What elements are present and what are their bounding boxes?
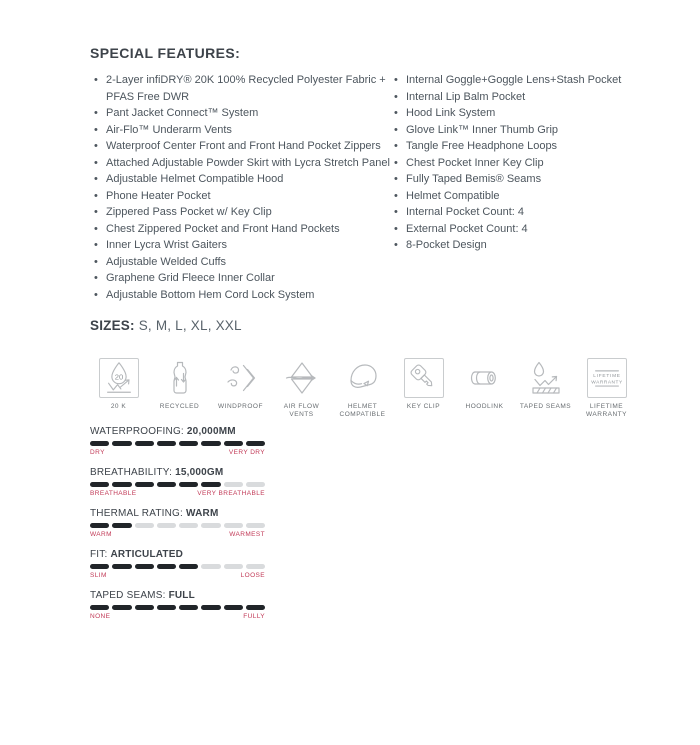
special-features-title: SPECIAL FEATURES: bbox=[90, 45, 241, 61]
feature-icon-label: WINDPROOF bbox=[218, 403, 263, 410]
rating-bar-segment bbox=[179, 441, 198, 446]
rating-bar-segment bbox=[246, 482, 265, 487]
bullet-icon: • bbox=[94, 107, 98, 119]
rating-label: WATERPROOFING: bbox=[90, 426, 184, 437]
helmet-compatible-icon bbox=[343, 358, 383, 398]
feature-list-item bbox=[90, 204, 390, 221]
rating-bar-ends bbox=[90, 613, 265, 620]
rating-label: TAPED SEAMS: bbox=[90, 590, 166, 601]
feature-icon-cell bbox=[210, 358, 271, 419]
feature-icon-label: HELMET COMPATIBLE bbox=[339, 403, 386, 418]
bullet-icon: • bbox=[94, 272, 98, 284]
feature-text: Fully Taped Bemis® Seams bbox=[406, 173, 542, 185]
rating-max-label: FULLY bbox=[243, 613, 265, 620]
feature-text: Internal Pocket Count: 4 bbox=[406, 206, 525, 218]
feature-text: Chest Pocket Inner Key Clip bbox=[406, 156, 544, 169]
rating-max-label: WARMEST bbox=[229, 531, 265, 538]
bullet-icon: • bbox=[94, 173, 98, 185]
rating-bar-segment bbox=[224, 523, 243, 528]
recycled-icon bbox=[160, 358, 200, 398]
feature-text: External Pocket Count: 4 bbox=[406, 222, 528, 235]
lifetime-warranty-icon bbox=[587, 358, 627, 398]
feature-list-item bbox=[90, 237, 390, 254]
rating-bar-segment bbox=[90, 605, 109, 610]
feature-list-item bbox=[90, 138, 390, 155]
feature-text: Waterproof Center Front and Front Hand Pocket Zippers bbox=[106, 140, 381, 152]
feature-icon-label: KEY CLIP bbox=[406, 403, 441, 410]
rating-bar-segment bbox=[201, 605, 220, 610]
rating-bar-segment bbox=[112, 523, 131, 528]
rating-bar-segment bbox=[179, 482, 198, 487]
feature-text: Chest Zippered Pocket and Front Hand Pockets bbox=[106, 222, 340, 235]
rating-bar-segment bbox=[135, 605, 154, 610]
feature-list-item bbox=[90, 188, 390, 205]
special-features-columns bbox=[90, 72, 631, 303]
feature-list-item bbox=[90, 171, 390, 188]
rating-title bbox=[90, 426, 265, 437]
bullet-icon: • bbox=[394, 173, 398, 185]
feature-text: Pant Jacket Connect™ System bbox=[106, 107, 259, 119]
rating-max-label: LOOSE bbox=[240, 572, 265, 579]
bullet-icon: • bbox=[94, 222, 98, 235]
rating-min-label: DRY bbox=[90, 449, 105, 456]
feature-icon-label: 20 K bbox=[110, 403, 127, 410]
bullet-icon: • bbox=[394, 189, 398, 202]
rating-value: 20,000MM bbox=[186, 426, 236, 437]
rating-bar-segment bbox=[135, 523, 154, 528]
feature-list-item bbox=[90, 221, 390, 238]
rating-bar-segment bbox=[201, 441, 220, 446]
feature-list-item bbox=[390, 122, 631, 139]
rating-bar-ends bbox=[90, 572, 265, 579]
rating-bar-segment bbox=[157, 605, 176, 610]
feature-list-item bbox=[90, 122, 390, 139]
feature-icon-cell bbox=[88, 358, 149, 419]
taped-seams-icon bbox=[526, 358, 566, 398]
feature-list-item bbox=[90, 254, 390, 271]
bullet-icon: • bbox=[394, 107, 398, 119]
rating-label: THERMAL RATING: bbox=[90, 508, 184, 519]
rating-min-label: WARM bbox=[90, 531, 112, 538]
rating-section bbox=[90, 549, 265, 579]
feature-list-item bbox=[390, 188, 631, 205]
rating-section bbox=[90, 590, 265, 620]
feature-list-item bbox=[90, 72, 390, 105]
feature-text: Phone Heater Pocket bbox=[106, 189, 211, 202]
rating-title bbox=[90, 549, 265, 560]
special-features-list-right bbox=[390, 72, 631, 303]
bullet-icon: • bbox=[394, 206, 398, 218]
rating-min-label: NONE bbox=[90, 613, 111, 620]
feature-text: Internal Goggle+Goggle Lens+Stash Pocket bbox=[406, 74, 622, 86]
feature-list-item bbox=[90, 155, 390, 172]
feature-icon-label: LIFETIME WARRANTY bbox=[586, 403, 627, 418]
svg-text:20: 20 bbox=[114, 372, 123, 382]
bullet-icon: • bbox=[94, 189, 98, 202]
rating-bar-segment bbox=[90, 441, 109, 446]
rating-bar-segment bbox=[201, 523, 220, 528]
rating-bar bbox=[90, 564, 265, 569]
feature-list-item bbox=[90, 105, 390, 122]
product-details-page bbox=[90, 45, 631, 620]
feature-text: Adjustable Bottom Hem Cord Lock System bbox=[106, 288, 315, 301]
feature-list-item bbox=[390, 138, 631, 155]
rating-label: BREATHABILITY: bbox=[90, 467, 173, 478]
rating-bar-segment bbox=[201, 482, 220, 487]
rating-value: 15,000GM bbox=[175, 467, 224, 478]
sizes-label: SIZES: bbox=[90, 318, 135, 333]
feature-list-item bbox=[390, 171, 631, 188]
rating-bar-segment bbox=[201, 564, 220, 569]
bullet-icon: • bbox=[94, 74, 98, 86]
rating-bar-segment bbox=[224, 605, 243, 610]
waterproof-20k-icon bbox=[99, 358, 139, 398]
bullet-icon: • bbox=[394, 156, 398, 169]
rating-bar-ends bbox=[90, 449, 265, 456]
rating-bar-segment bbox=[157, 564, 176, 569]
rating-section bbox=[90, 426, 265, 456]
feature-icon-cell bbox=[271, 358, 332, 419]
rating-bar-segment bbox=[135, 441, 154, 446]
rating-bar bbox=[90, 523, 265, 528]
rating-bar-segment bbox=[90, 564, 109, 569]
svg-text:WARRANTY: WARRANTY bbox=[590, 380, 623, 386]
rating-bar-segment bbox=[157, 482, 176, 487]
rating-bar-segment bbox=[135, 564, 154, 569]
rating-bar-segment bbox=[90, 523, 109, 528]
rating-bar-segment bbox=[246, 564, 265, 569]
feature-list-item bbox=[390, 72, 631, 89]
special-features-list-left bbox=[90, 72, 390, 303]
rating-min-label: BREATHABLE bbox=[90, 490, 137, 497]
feature-text: 2-Layer infiDRY® 20K 100% Recycled Polyester Fabric + PFAS Free DWR bbox=[106, 74, 386, 103]
feature-icon-label: AIR FLOW VENTS bbox=[283, 403, 320, 418]
feature-text: Graphene Grid Fleece Inner Collar bbox=[106, 272, 275, 284]
rating-bar-segment bbox=[179, 605, 198, 610]
rating-title bbox=[90, 508, 265, 519]
rating-bar-segment bbox=[90, 482, 109, 487]
feature-icon-cell bbox=[454, 358, 515, 419]
feature-text: Hood Link System bbox=[406, 107, 496, 119]
rating-max-label: VERY DRY bbox=[228, 449, 265, 456]
rating-bar-segment bbox=[179, 564, 198, 569]
feature-text: Attached Adjustable Powder Skirt with Lycra Stretch Panel bbox=[106, 156, 390, 169]
feature-text: Zippered Pass Pocket w/ Key Clip bbox=[106, 206, 272, 218]
bullet-icon: • bbox=[94, 239, 98, 251]
feature-icon-cell bbox=[332, 358, 393, 419]
rating-bar-segment bbox=[246, 441, 265, 446]
bullet-icon: • bbox=[94, 123, 98, 136]
rating-value: WARM bbox=[186, 508, 219, 519]
feature-icon-label: HOODLINK bbox=[465, 403, 504, 410]
rating-bar-segment bbox=[112, 441, 131, 446]
feature-icon-label: TAPED SEAMS bbox=[519, 403, 572, 410]
key-clip-icon bbox=[404, 358, 444, 398]
feature-icon-cell bbox=[515, 358, 576, 419]
rating-bar-segment bbox=[224, 482, 243, 487]
air-flow-vents-icon bbox=[282, 358, 322, 398]
rating-bar-segment bbox=[112, 605, 131, 610]
feature-text: Adjustable Helmet Compatible Hood bbox=[106, 173, 284, 185]
rating-label: FIT: bbox=[90, 549, 108, 560]
windproof-icon bbox=[221, 358, 261, 398]
rating-bar-segment bbox=[224, 564, 243, 569]
feature-text: Internal Lip Balm Pocket bbox=[406, 90, 526, 103]
bullet-icon: • bbox=[394, 239, 398, 251]
rating-title bbox=[90, 590, 265, 601]
rating-bar bbox=[90, 605, 265, 610]
feature-icon-label: RECYCLED bbox=[159, 403, 200, 410]
bullet-icon: • bbox=[94, 255, 98, 268]
hoodlink-icon bbox=[465, 358, 505, 398]
bullet-icon: • bbox=[94, 206, 98, 218]
rating-max-label: VERY BREATHABLE bbox=[197, 490, 265, 497]
rating-bar bbox=[90, 441, 265, 446]
feature-list-item bbox=[390, 221, 631, 238]
feature-list-item bbox=[90, 287, 390, 304]
rating-title bbox=[90, 467, 265, 478]
rating-bar bbox=[90, 482, 265, 487]
feature-list-item bbox=[390, 155, 631, 172]
feature-text: 8-Pocket Design bbox=[406, 239, 487, 251]
bullet-icon: • bbox=[394, 140, 398, 152]
rating-bar-segment bbox=[179, 523, 198, 528]
rating-bar-segment bbox=[135, 482, 154, 487]
bullet-icon: • bbox=[394, 222, 398, 235]
rating-bar-segment bbox=[246, 605, 265, 610]
bullet-icon: • bbox=[94, 288, 98, 301]
feature-text: Helmet Compatible bbox=[406, 189, 500, 202]
rating-min-label: SLIM bbox=[90, 572, 107, 579]
rating-section bbox=[90, 508, 265, 538]
feature-text: Air-Flo™ Underarm Vents bbox=[106, 123, 232, 136]
rating-bar-segment bbox=[157, 441, 176, 446]
feature-text: Adjustable Welded Cuffs bbox=[106, 255, 227, 268]
bullet-icon: • bbox=[394, 74, 398, 86]
feature-icon-cell bbox=[149, 358, 210, 419]
ratings-section bbox=[90, 426, 265, 620]
rating-bar-segment bbox=[246, 523, 265, 528]
rating-value: FULL bbox=[168, 590, 195, 601]
bullet-icon: • bbox=[394, 123, 398, 136]
rating-bar-segment bbox=[112, 564, 131, 569]
feature-icon-cell bbox=[576, 358, 637, 419]
sizes-row bbox=[90, 318, 631, 333]
feature-text: Tangle Free Headphone Loops bbox=[406, 140, 558, 152]
rating-bar-ends bbox=[90, 490, 265, 497]
rating-section bbox=[90, 467, 265, 497]
feature-list-item bbox=[390, 105, 631, 122]
bullet-icon: • bbox=[94, 156, 98, 169]
rating-bar-ends bbox=[90, 531, 265, 538]
rating-value: ARTICULATED bbox=[110, 549, 184, 560]
feature-text: Glove Link™ Inner Thumb Grip bbox=[406, 123, 559, 136]
feature-icon-cell bbox=[393, 358, 454, 419]
feature-icons-row bbox=[88, 358, 631, 419]
rating-bar-segment bbox=[112, 482, 131, 487]
rating-bar-segment bbox=[157, 523, 176, 528]
feature-text: Inner Lycra Wrist Gaiters bbox=[106, 239, 228, 251]
svg-text:LIFETIME: LIFETIME bbox=[592, 374, 621, 380]
feature-list-item bbox=[390, 89, 631, 106]
bullet-icon: • bbox=[394, 90, 398, 103]
rating-bar-segment bbox=[224, 441, 243, 446]
feature-list-item bbox=[390, 204, 631, 221]
feature-list-item bbox=[390, 237, 631, 254]
sizes-value: S, M, L, XL, XXL bbox=[138, 318, 242, 333]
bullet-icon: • bbox=[94, 140, 98, 152]
feature-list-item bbox=[90, 270, 390, 287]
